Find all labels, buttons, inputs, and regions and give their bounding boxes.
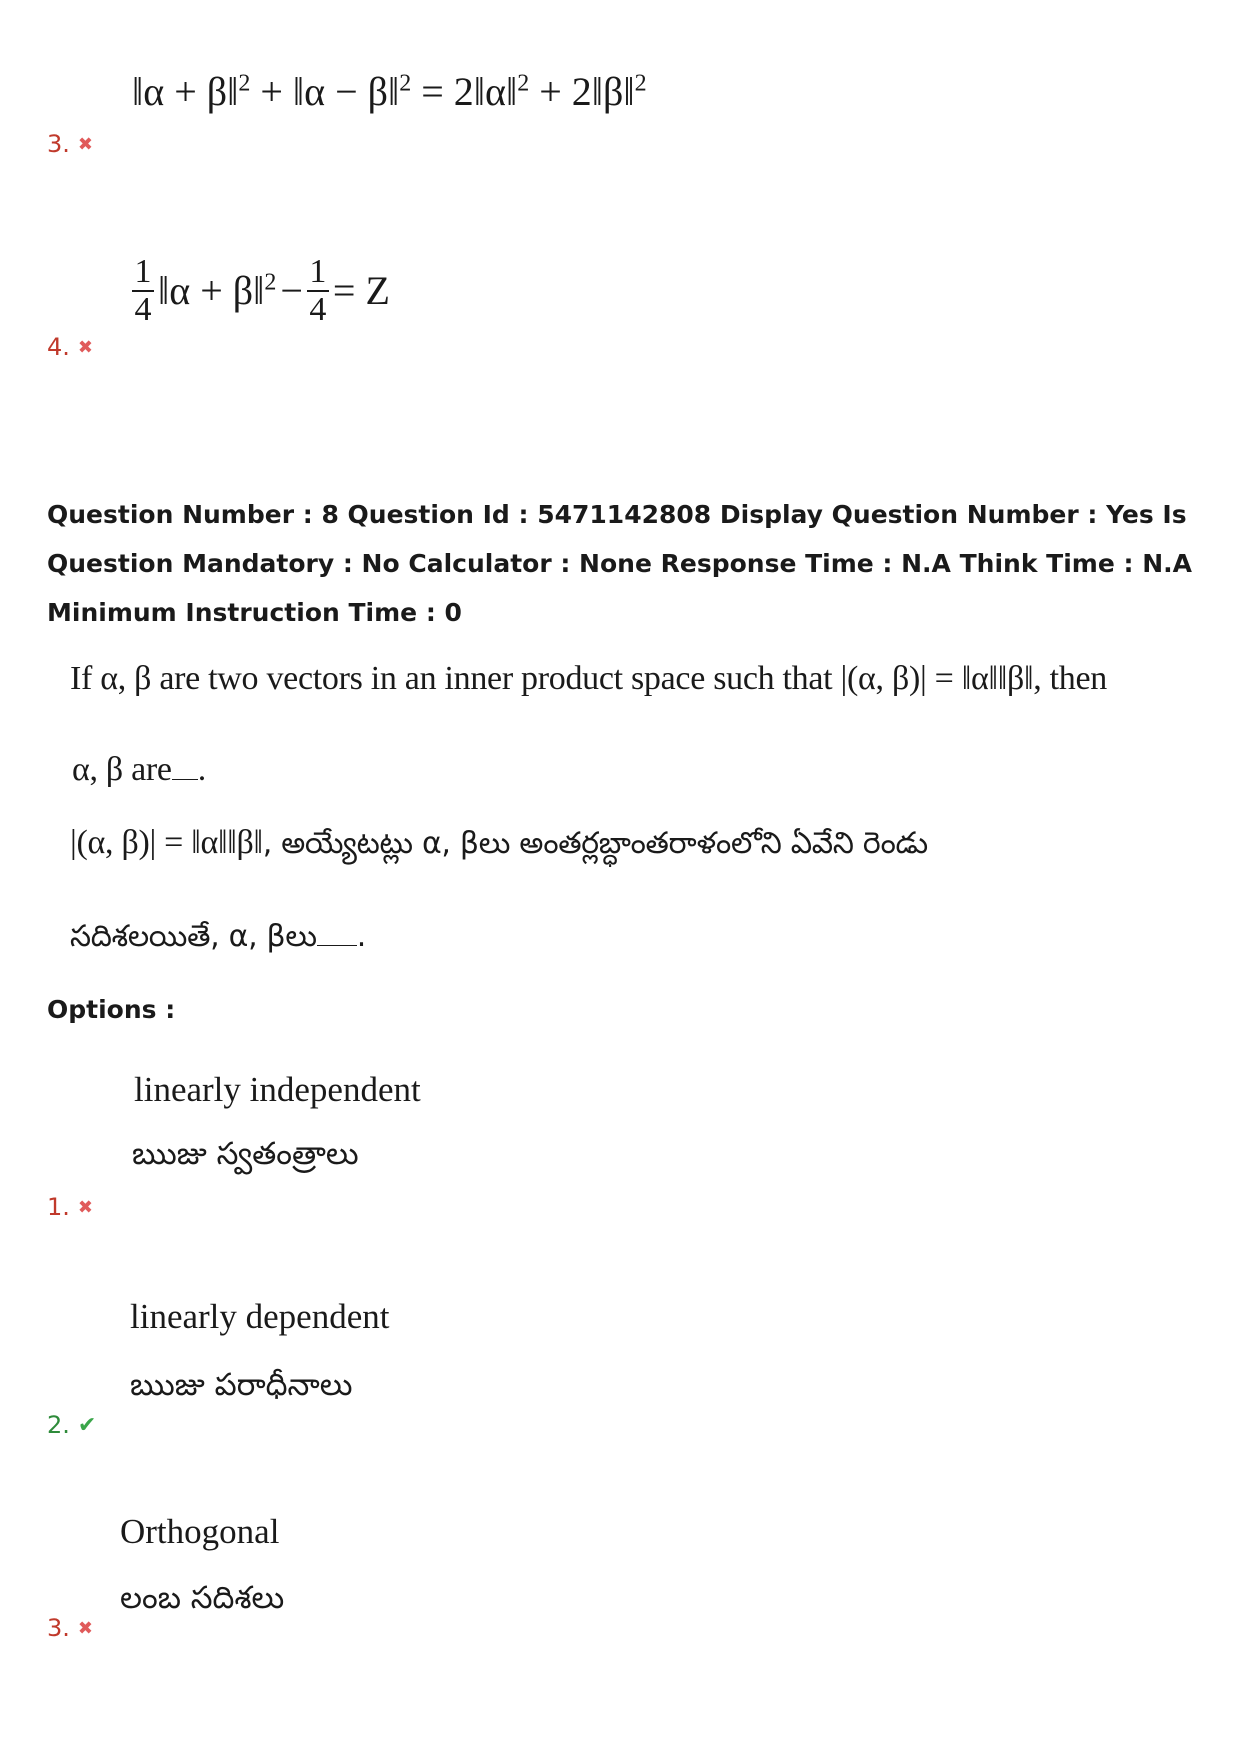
option-number: 1. [47, 1193, 70, 1221]
prev-option-4-marker [47, 333, 93, 361]
question-text-te-line2: సదిశలయితే, α, βలు . [70, 915, 366, 961]
option-number: 2. [47, 1411, 70, 1439]
option-3-marker [47, 1614, 93, 1642]
prev-option-4-formula: $\frac{1}{4}$ ‖α + β‖$^2$ − $\frac{1}{4}$ = Z [132, 254, 390, 327]
cross-icon: ✖ [77, 133, 93, 155]
cross-icon: ✖ [77, 336, 93, 358]
option-1-text-en: linearly independent [134, 1070, 421, 1109]
fraction: $\frac{1}{4}$ [307, 254, 329, 327]
option-1-marker [47, 1193, 93, 1221]
option-3-text-en: Orthogonal [120, 1512, 280, 1551]
option-number: 3. [47, 1614, 70, 1642]
fraction: $\frac{1}{4}$ [132, 254, 154, 327]
option-3-text-te: లంబ సదిశలు [120, 1580, 285, 1616]
option-1-text-te: ఋజు స్వతంత్రాలు [132, 1136, 359, 1172]
question-text-te-line1: |(α, β)| = ‖α‖‖β‖, అయ్యేటట్లు α, βలు అంతర్లబ్ధాంతరాళంలోని ఏవేని రెండు [70, 824, 928, 861]
option-2-text-en: linearly dependent [130, 1297, 390, 1336]
question-metadata: Question Number : 8 Question Id : 5471142808 Display Question Number : Yes Is Question Mandatory : No Calculator : None Response Time : N.A Think Time : N.A Minimum Instruction Time : 0 [47, 500, 1192, 627]
cross-icon: ✖ [77, 1196, 93, 1218]
option-number: 4. [47, 333, 70, 361]
prev-option-3-marker [47, 130, 93, 158]
check-icon: ✔ [77, 1412, 97, 1438]
option-2-marker [47, 1411, 96, 1439]
prev-option-3-formula: ‖α + β‖$^2$ + ‖α − β‖$^2$ = 2‖α‖$^2$ + 2‖β‖$^2$ [132, 69, 647, 114]
question-text-en-line1: If α, β are two vectors in an inner product space such that |(α, β)| = ‖α‖‖β‖, then [70, 660, 1108, 697]
options-label: Options : [47, 995, 176, 1024]
option-number: 3. [47, 130, 70, 158]
option-2-text-te: ఋజు పరాధీనాలు [130, 1367, 353, 1403]
cross-icon: ✖ [77, 1617, 93, 1639]
question-text-en-line2: α, β are . [72, 745, 206, 789]
